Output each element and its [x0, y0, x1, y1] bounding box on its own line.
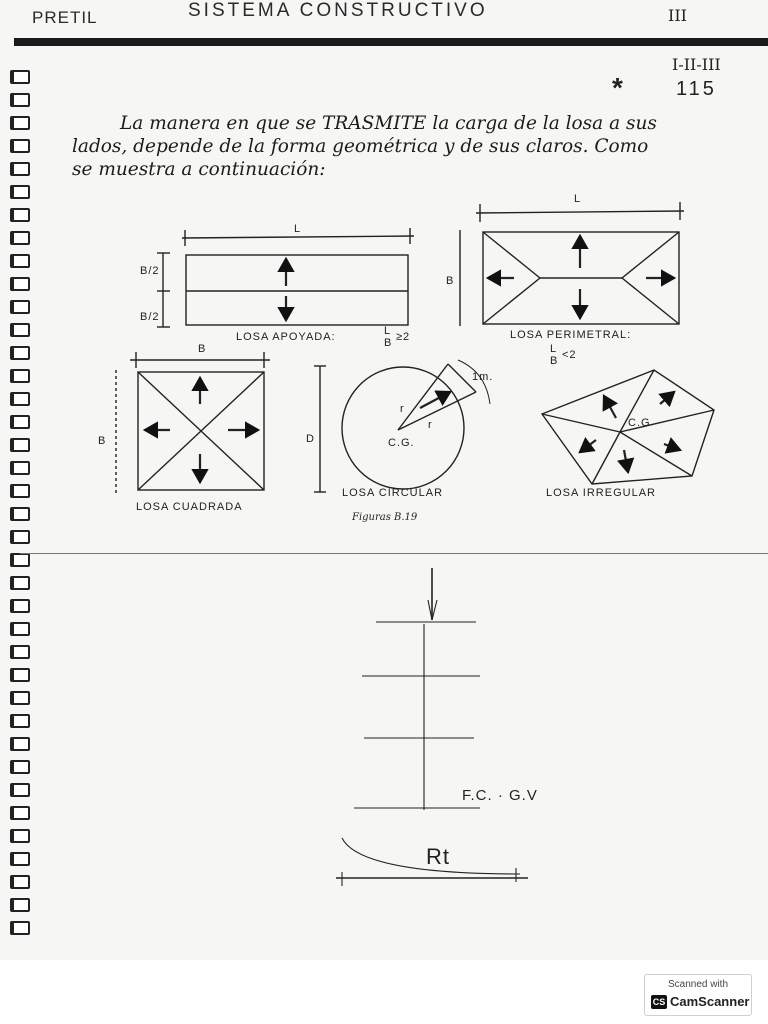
- camscanner-brand: CamScanner: [670, 994, 750, 1009]
- perimetral-dim-top: L: [574, 193, 582, 205]
- circular-arc-label: 1m.: [472, 371, 494, 383]
- irregular-caption: LOSA IRREGULAR: [546, 487, 656, 499]
- perimetral-ratio-rel: <2: [562, 349, 577, 361]
- paragraph-line-2: lados, depende de la forma geométrica y de sus claros. Como: [72, 136, 649, 157]
- square-caption: LOSA CUADRADA: [136, 501, 243, 513]
- circular-center: C.G.: [388, 437, 415, 449]
- reference-code: I-II-III: [672, 55, 721, 74]
- page-number: 115: [676, 78, 717, 100]
- supported-ratio-den: B: [384, 337, 393, 349]
- perimetral-dim-side: B: [446, 275, 455, 287]
- sketch-label-a: F.C. · G.V: [462, 787, 538, 804]
- header-roman-numeral: III: [668, 6, 687, 25]
- circular-caption: LOSA CIRCULAR: [342, 487, 444, 499]
- square-dim-top: B: [198, 343, 207, 355]
- perimetral-ratio-num: L: [550, 343, 558, 355]
- figure-caption: Figuras B.19: [352, 512, 418, 523]
- supported-slab-figure: [157, 228, 414, 327]
- header-left-title: PRETIL: [32, 8, 98, 27]
- supported-dim-half-top: B/2: [140, 265, 160, 277]
- scanned-with-label: Scanned with: [667, 979, 729, 990]
- circular-slab-figure: [314, 360, 490, 492]
- camscanner-badge: [644, 974, 752, 1016]
- perimetral-caption: LOSA PERIMETRAL:: [510, 329, 632, 341]
- perimetral-ratio-den: B: [550, 355, 559, 367]
- camscanner-logo-icon: CS: [652, 997, 666, 1007]
- circular-radius-2: r: [428, 419, 433, 431]
- star-mark: *: [612, 72, 623, 103]
- page-divider: [20, 553, 768, 554]
- supported-caption: LOSA APOYADA:: [236, 331, 336, 343]
- paragraph-line-3: se muestra a continuación:: [72, 159, 326, 180]
- circular-dim-side: D: [306, 433, 315, 445]
- load-sketch: [336, 568, 528, 886]
- circular-radius: r: [400, 403, 405, 415]
- square-slab-figure: [116, 352, 270, 494]
- square-dim-side: B: [98, 435, 107, 447]
- header-center-title: SISTEMA CONSTRUCTIVO: [188, 0, 488, 21]
- supported-ratio-num: L: [384, 325, 392, 337]
- supported-ratio-rel: ≥2: [396, 331, 411, 343]
- supported-dim-half-bottom: B/2: [140, 311, 160, 323]
- supported-dim-top: L: [294, 223, 302, 235]
- sketch-label-b: Rt: [426, 844, 450, 869]
- paragraph-line-1: La manera en que se TRASMITE la carga de la losa a sus: [120, 113, 657, 134]
- irregular-center: C.G: [628, 417, 651, 429]
- perimetral-slab-figure: [460, 202, 684, 326]
